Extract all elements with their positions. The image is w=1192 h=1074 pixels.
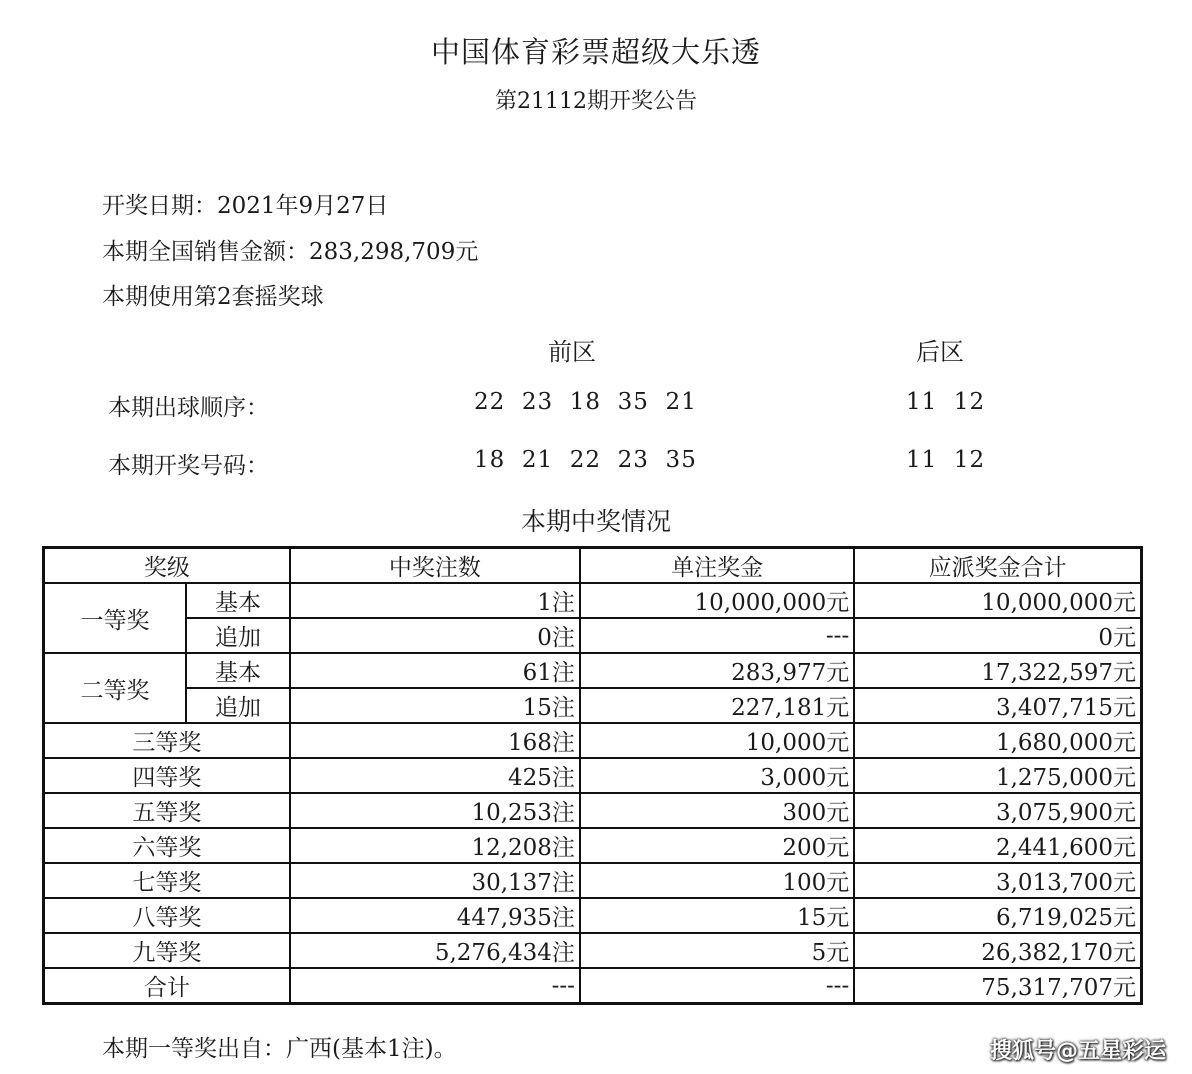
- prize-unit: 200元: [580, 828, 854, 863]
- prize-level-label: 六等奖: [44, 828, 290, 863]
- second-basic-count: 61注: [290, 653, 580, 688]
- first-basic-unit: 10,000,000元: [580, 583, 854, 618]
- draw-order-front-numbers: 22 23 18 35 21: [474, 389, 697, 415]
- total-count: ---: [290, 968, 580, 1004]
- first-basic-total: 10,000,000元: [854, 583, 1141, 618]
- table-row: [44, 723, 1142, 758]
- table-row: [44, 618, 1142, 653]
- prize-section-title: 本期中奖情况: [520, 507, 671, 536]
- prize-unit: 10,000元: [580, 723, 854, 758]
- prize-unit: 300元: [580, 793, 854, 828]
- table-header-row: [44, 548, 1142, 584]
- prize-level-label: 七等奖: [44, 863, 290, 898]
- first-basic-sub: 基本: [186, 583, 290, 618]
- second-extra-unit: 227,181元: [580, 688, 854, 723]
- draw-date: 开奖日期：2021年9月27日: [102, 193, 389, 219]
- prize-count: 425注: [290, 758, 580, 793]
- second-extra-count: 15注: [290, 688, 580, 723]
- second-prize-label: 二等奖: [44, 653, 187, 723]
- sales-amount: 本期全国销售金额：283,298,709元: [102, 239, 479, 265]
- total-unit: ---: [580, 968, 854, 1004]
- prize-table: [42, 546, 1143, 1005]
- page-title: 中国体育彩票超级大乐透: [430, 35, 761, 69]
- table-row: [44, 688, 1142, 723]
- second-extra-sub: 追加: [186, 688, 290, 723]
- table-row: [44, 828, 1142, 863]
- prize-count: 447,935注: [290, 898, 580, 933]
- second-extra-total: 3,407,715元: [854, 688, 1141, 723]
- prize-count: 168注: [290, 723, 580, 758]
- prize-total: 26,382,170元: [854, 933, 1141, 968]
- prize-level-label: 五等奖: [44, 793, 290, 828]
- ball-set-info: 本期使用第2套摇奖球: [102, 284, 324, 310]
- prize-level-label: 三等奖: [44, 723, 290, 758]
- table-row: [44, 863, 1142, 898]
- winning-numbers-label: 本期开奖号码：: [108, 453, 269, 479]
- prize-total: 6,719,025元: [854, 898, 1141, 933]
- prize-unit: 5元: [580, 933, 854, 968]
- second-basic-sub: 基本: [186, 653, 290, 688]
- first-extra-unit: ---: [580, 618, 854, 653]
- prize-count: 12,208注: [290, 828, 580, 863]
- prize-count: 5,276,434注: [290, 933, 580, 968]
- prize-unit: 15元: [580, 898, 854, 933]
- prize-total: 1,275,000元: [854, 758, 1141, 793]
- prize-unit: 100元: [580, 863, 854, 898]
- prize-level-label: 九等奖: [44, 933, 290, 968]
- header-count: 中奖注数: [290, 548, 580, 584]
- prize-total: 2,441,600元: [854, 828, 1141, 863]
- header-total-prize: 应派奖金合计: [854, 548, 1141, 584]
- prize-unit: 3,000元: [580, 758, 854, 793]
- grand-total: 75,317,707元: [854, 968, 1141, 1004]
- table-row: [44, 758, 1142, 793]
- table-row: [44, 898, 1142, 933]
- prize-count: 10,253注: [290, 793, 580, 828]
- winning-back-numbers: 11 12: [906, 447, 986, 473]
- prize-total: 1,680,000元: [854, 723, 1141, 758]
- prize-count: 30,137注: [290, 863, 580, 898]
- total-label: 合计: [44, 968, 290, 1004]
- prize-total: 3,013,700元: [854, 863, 1141, 898]
- first-extra-count: 0注: [290, 618, 580, 653]
- header-unit-prize: 单注奖金: [580, 548, 854, 584]
- first-extra-total: 0元: [854, 618, 1141, 653]
- first-prize-label: 一等奖: [44, 583, 187, 653]
- issue-subtitle: 第21112期开奖公告: [495, 89, 697, 114]
- prize-level-label: 八等奖: [44, 898, 290, 933]
- draw-order-label: 本期出球顺序：: [108, 395, 269, 421]
- table-row: [44, 653, 1142, 688]
- prize-total: 3,075,900元: [854, 793, 1141, 828]
- table-row: [44, 583, 1142, 618]
- table-row-total: [44, 968, 1142, 1004]
- winning-front-numbers: 18 21 22 23 35: [474, 447, 697, 473]
- second-basic-unit: 283,977元: [580, 653, 854, 688]
- header-level: 奖级: [44, 548, 290, 584]
- watermark: 搜狐号@五星彩运: [989, 1039, 1166, 1064]
- first-prize-origin: 本期一等奖出自：广西(基本1注)。: [102, 1036, 457, 1062]
- draw-order-back-numbers: 11 12: [906, 389, 986, 415]
- back-zone-heading: 后区: [916, 338, 964, 366]
- first-extra-sub: 追加: [186, 618, 290, 653]
- prize-level-label: 四等奖: [44, 758, 290, 793]
- front-zone-heading: 前区: [548, 338, 596, 366]
- table-row: [44, 933, 1142, 968]
- table-row: [44, 793, 1142, 828]
- first-basic-count: 1注: [290, 583, 580, 618]
- second-basic-total: 17,322,597元: [854, 653, 1141, 688]
